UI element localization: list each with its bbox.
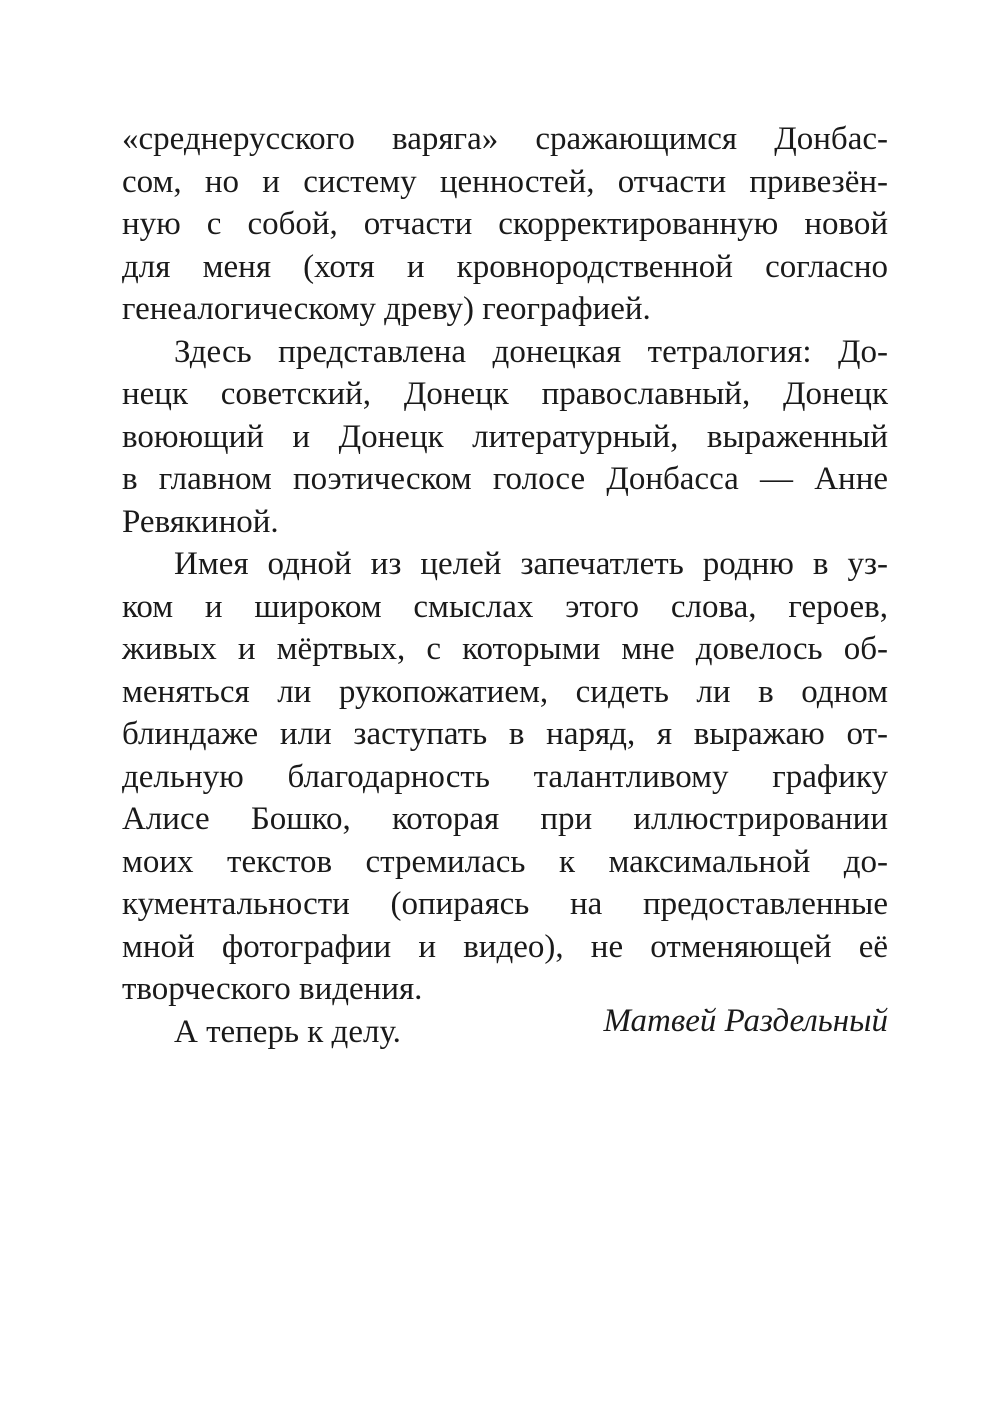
text-line: творческого видения. bbox=[122, 971, 423, 1007]
text-line: А теперь к делу. bbox=[174, 1013, 401, 1050]
text-line: Ревякиной. bbox=[122, 503, 279, 540]
text-line: нецк советский, Донецк православный, Донецк bbox=[122, 376, 888, 412]
author-signature: Матвей Раздельный bbox=[603, 1003, 888, 1039]
text-line: мной фотографии и видео), не отменяющей её bbox=[122, 928, 888, 965]
text-line: генеалогическому древу) географией. bbox=[122, 291, 651, 327]
text-line: воюющий и Донецк литературный, выраженный bbox=[122, 418, 888, 455]
text-line: моих текстов стремилась к максимальной до- bbox=[122, 843, 888, 880]
text-line: блиндаже или заступать в наряд, я выражаю от- bbox=[122, 716, 888, 752]
text-line: кументальности (опираясь на предоставленные bbox=[122, 886, 888, 922]
text-line: в главном поэтическом голосе Донбасса — Анне bbox=[122, 461, 888, 497]
text-line: Алисе Бошко, которая при иллюстрировании bbox=[122, 801, 888, 837]
text-line: живых и мёртвых, с которыми мне довелось об- bbox=[122, 631, 888, 667]
text-line: ную с собой, отчасти скорректированную новой bbox=[122, 206, 888, 242]
text-line: Здесь представлена донецкая тетралогия: До- bbox=[174, 333, 888, 370]
text-line: Имея одной из целей запечатлеть родню в уз- bbox=[174, 546, 888, 582]
text-line: сом, но и систему ценностей, отчасти привезён- bbox=[122, 163, 888, 200]
text-line: меняться ли рукопожатием, сидеть ли в одном bbox=[122, 673, 888, 710]
text-line: «среднерусского варяга» сражающимся Донбас- bbox=[122, 121, 888, 157]
text-line: дельную благодарность талантливому графику bbox=[122, 758, 888, 795]
body-text bbox=[122, 118, 888, 1053]
text-line: для меня (хотя и кровнородственной согласно bbox=[122, 248, 888, 285]
text-line: ком и широком смыслах этого слова, героев, bbox=[122, 588, 888, 625]
